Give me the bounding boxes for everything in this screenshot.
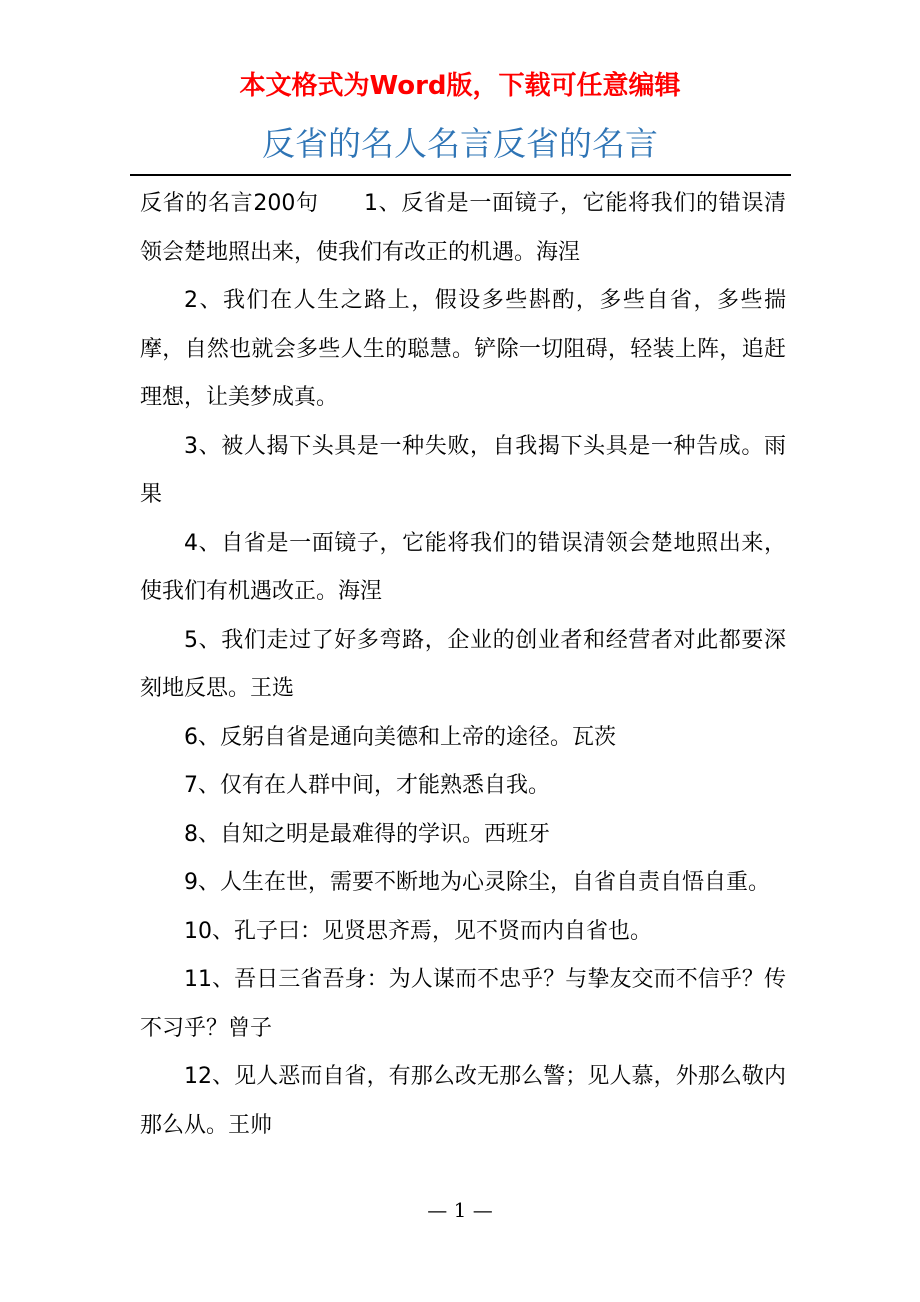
quote-paragraph-6: 6、反躬自省是通向美德和上帝的途径。瓦茨 — [184, 724, 616, 750]
document-body — [140, 180, 786, 1150]
quote-paragraph-8: 8、自知之明是最难得的学识。西班牙 — [184, 821, 550, 847]
page-number: — 1 — — [427, 1198, 493, 1222]
format-notice-banner: 本文格式为Word版，下载可任意编辑 — [239, 71, 681, 101]
quote-paragraph-5: 5、我们走过了好多弯路，企业的创业者和经营者对此都要深刻地反思。王选 — [140, 627, 786, 701]
quote-paragraph-3: 3、被人揭下头具是一种失败，自我揭下头具是一种告成。雨果 — [140, 433, 786, 507]
quote-paragraph-12: 12、见人恶而自省，有那么改无那么警；见人慕，外那么敬内那么从。王帅 — [140, 1064, 786, 1138]
quote-paragraph-intro: 反省的名言200句 1、反省是一面镜子，它能将我们的错误清领会楚地照出来，使我们有改正的机遇。海涅 — [140, 191, 786, 265]
quote-paragraph-10: 10、孔子曰：见贤思齐焉，见不贤而内自省也。 — [184, 918, 652, 944]
title-divider — [130, 174, 791, 176]
quote-paragraph-2: 2、我们在人生之路上，假设多些斟酌，多些自省，多些揣摩，自然也就会多些人生的聪慧。铲除一切阻碍，轻装上阵，追赶理想，让美梦成真。 — [140, 288, 786, 410]
quote-paragraph-7: 7、仅有在人群中间，才能熟悉自我。 — [184, 773, 550, 798]
quote-paragraph-4: 4、自省是一面镜子，它能将我们的错误清领会楚地照出来，使我们有机遇改正。海涅 — [140, 530, 786, 604]
quote-paragraph-11: 11、吾日三省吾身：为人谋而不忠乎？与挚友交而不信乎？传不习乎？曾子 — [140, 967, 786, 1041]
document-title: 反省的名人名言反省的名言 — [262, 124, 658, 163]
quote-paragraph-9: 9、人生在世，需要不断地为心灵除尘，自省自责自悟自重。 — [184, 870, 770, 895]
